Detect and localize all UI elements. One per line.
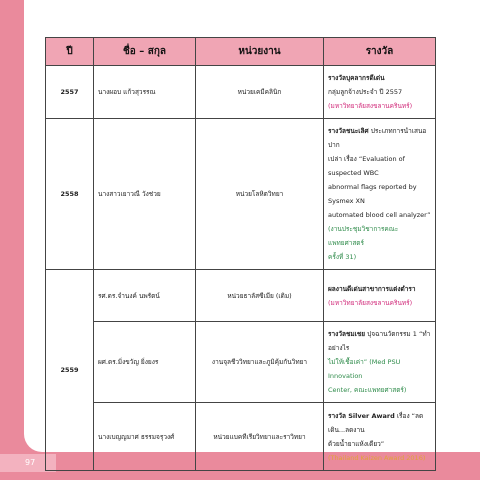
year-cell: 2559	[46, 270, 94, 471]
award-line: ไม่ให้เชื้อเค่า” (Med PSU Innovation	[328, 358, 401, 380]
award-line: ปุจฉานวัตกรรม 1 “ทำอย่างไร	[328, 330, 431, 352]
name-cell: นางสาวเยาวณี วังช่วย	[94, 119, 196, 270]
name-cell: นางเบญญมาศ ธรรมจรุวงศ์	[94, 403, 196, 471]
table-row	[46, 119, 436, 270]
award-line: automated blood cell analyzer”	[328, 211, 431, 219]
award-line: ครั้งที่ 31)	[328, 253, 357, 261]
table-row	[46, 322, 436, 403]
award-line: ด้วยน้ำยาแห้งเดียว”	[328, 439, 385, 448]
award-cell	[324, 66, 436, 119]
award-cell	[324, 403, 436, 471]
award-line: Center, คณะแพทยศาสตร์)	[328, 386, 407, 394]
award-cell	[324, 119, 436, 270]
page-number: 97	[25, 458, 36, 467]
unit-cell: หน่วยธาลัสซีเมีย (เดิม)	[196, 270, 324, 322]
unit-cell: หน่วยแบคทีเรียวิทยาและราวิทยา	[196, 403, 324, 471]
award-title: รางวัลบุคลากรดีเด่น	[328, 74, 385, 82]
award-title: รางวัล Silver Award	[328, 411, 395, 420]
header-award: รางวัล	[324, 38, 436, 66]
award-cell	[324, 270, 436, 322]
name-cell: รศ.ดร.จำนงค์ นพรัตน์	[94, 270, 196, 322]
award-line: เรื่อง “ลดเดิน...ลดงาน	[328, 411, 424, 434]
year-cell: 2558	[46, 119, 94, 270]
award-line: เปล่า เรื่อง “Evaluation of suspected WBC	[328, 155, 405, 177]
table-row	[46, 403, 436, 471]
header-year: ปี	[46, 38, 94, 66]
year-cell: 2557	[46, 66, 94, 119]
award-line: กลุ่มลูกจ้างประจำ ปี 2557	[328, 88, 403, 96]
award-line: (มหาวิทยาลัยสงขลานครินทร์)	[328, 102, 413, 110]
award-line: (งานประชุมวิชาการคณะแพทยศาสตร์	[328, 225, 399, 247]
unit-cell: หน่วยเคมีคลินิก	[196, 66, 324, 119]
award-cell	[324, 322, 436, 403]
award-title: รางวัลชมเชย	[328, 330, 366, 338]
award-title: รางวัลชนะเลิศ	[328, 127, 369, 135]
unit-cell: งานจุลชีววิทยาและภูมิคุ้มกันวิทยา	[196, 322, 324, 403]
awards-table	[45, 37, 436, 471]
table-header-row	[46, 38, 436, 66]
header-name: ชื่อ – สกุล	[94, 38, 196, 66]
award-line: abnormal flags reported by Sysmex XN	[328, 183, 417, 205]
award-line: (Thailand Kaizen Award 2016)	[328, 453, 426, 462]
table-row	[46, 270, 436, 322]
table-row	[46, 66, 436, 119]
unit-cell: หน่วยโลหิตวิทยา	[196, 119, 324, 270]
header-unit: หน่วยงาน	[196, 38, 324, 66]
name-cell: ผศ.ดร.มิ่งขวัญ ยิ่งยงร	[94, 322, 196, 403]
award-line: (มหาวิทยาลัยสงขลานครินทร์)	[328, 298, 413, 307]
award-line: ประเภทการนำเสนอปาก	[328, 127, 427, 149]
award-title: ผลงานดีเด่นสาขาการแต่งตำรา	[328, 284, 416, 293]
name-cell: นางผอบ แก้วสุวรรณ	[94, 66, 196, 119]
